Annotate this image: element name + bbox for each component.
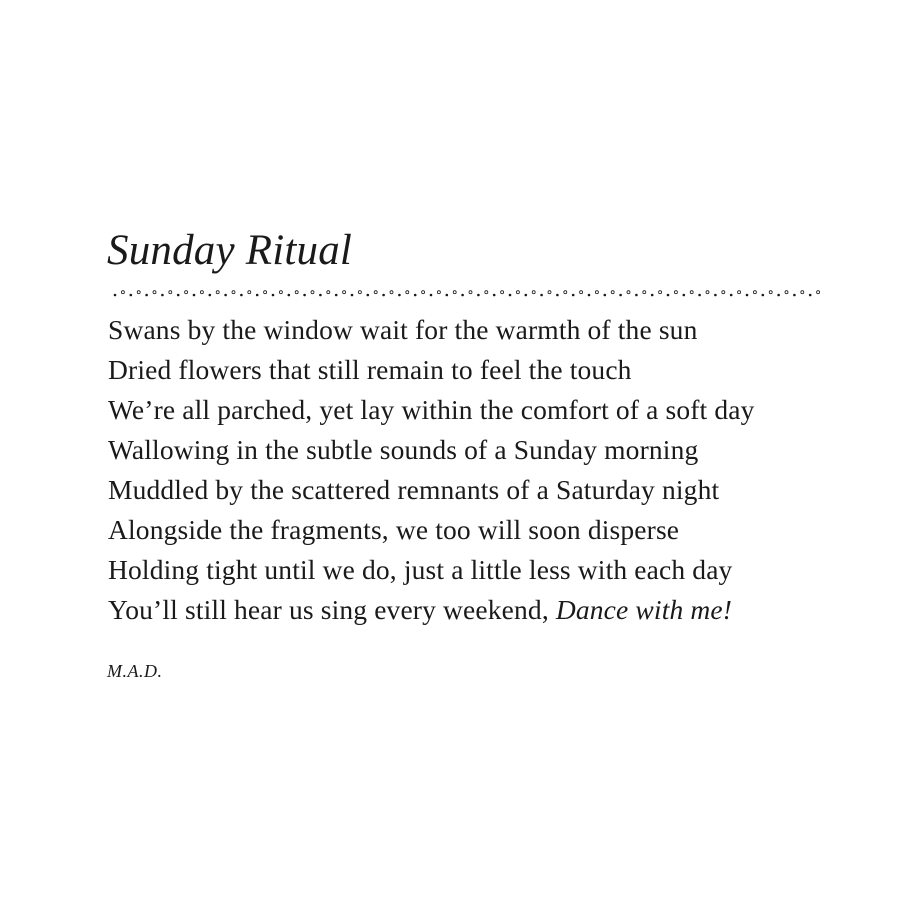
poem-line-final — [108, 590, 755, 630]
poem-line: Wallowing in the subtle sounds of a Sunday morning — [108, 434, 699, 465]
poem-line: Swans by the window wait for the warmth of the sun — [108, 314, 698, 345]
poem-line: Muddled by the scattered remnants of a Saturday night — [108, 474, 720, 505]
final-line-text: You’ll still hear us sing every weekend, — [108, 594, 556, 625]
poem-body — [108, 310, 755, 630]
poem-title: Sunday Ritual — [107, 227, 353, 274]
poem-line: Dried flowers that still remain to feel the touch — [108, 354, 632, 385]
decorative-divider — [112, 289, 823, 298]
poem-line: We’re all parched, yet lay within the comfort of a soft day — [108, 394, 755, 425]
final-line-emphasis: Dance with me! — [555, 594, 733, 625]
author-signature: M.A.D. — [107, 661, 163, 681]
poem-line: Holding tight until we do, just a little less with each day — [108, 554, 733, 585]
poem-line: Alongside the fragments, we too will soon disperse — [108, 514, 680, 545]
